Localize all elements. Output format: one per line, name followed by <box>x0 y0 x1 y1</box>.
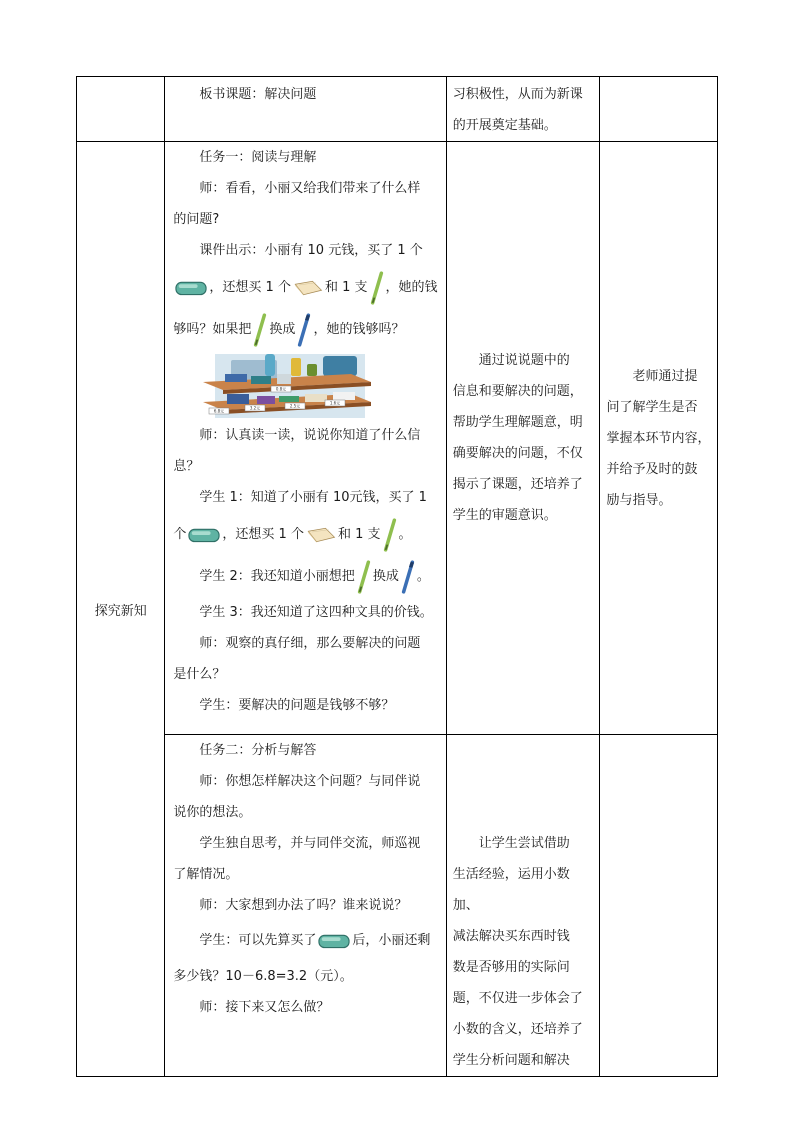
shelf-price-tag: 6.8元 <box>214 408 225 414</box>
task2-teacher-1b: 说你的想法。 <box>173 805 252 820</box>
cell-board-intent <box>446 77 600 142</box>
task1-intent-line-6: 学生的审题意识。 <box>452 508 557 523</box>
task1-eval-line-5: 励与指导。 <box>606 492 672 508</box>
task1-intent-line-3: 帮助学生理解题意，明 <box>452 415 583 430</box>
task1-teacher-3b: 是什么？ <box>173 667 226 682</box>
cell-stage-blank-top <box>77 77 165 142</box>
task1-student4: 学生：要解决的问题是钱够不够？ <box>199 698 395 713</box>
task2-intent-line-1: 让学生尝试借助 <box>478 836 570 851</box>
task1-student1-b3: 和 1 支 <box>337 527 381 542</box>
pencil-icon <box>357 559 371 595</box>
task2-teacher-1a: 师：你想怎样解决这个问题？与同伴说 <box>199 774 421 789</box>
pencil-icon <box>383 517 397 553</box>
lesson-plan-table <box>76 76 718 1077</box>
task1-slide-b1: ，还想买 1 个 <box>209 280 291 295</box>
task1-student1-b1: 个 <box>173 527 187 542</box>
task1-slide-a: 课件出示：小丽有 10 元钱，买了 1 个 <box>199 243 423 258</box>
task2-student-2a2: 后，小丽还剩 <box>352 933 431 948</box>
task1-slide-b2: 和 1 支 <box>324 280 368 295</box>
eraser-icon <box>188 526 220 544</box>
cell-board-title <box>165 77 446 142</box>
pen-icon <box>401 559 415 595</box>
board-intent-line-1: 习积极性，从而为新课 <box>452 87 583 102</box>
cell-task2-process <box>165 735 446 1077</box>
row-board-title <box>77 77 718 142</box>
cell-task1-process <box>165 142 446 735</box>
cell-task2-intent <box>446 735 600 1077</box>
task1-student2-1: 学生 2：我还知道小丽想把 <box>199 569 355 584</box>
task2-student-2a1: 学生：可以先算买了 <box>199 933 317 948</box>
task1-student2-3: 。 <box>416 569 430 584</box>
task1-teacher-1a: 师：看看，小丽又给我们带来了什么样 <box>199 181 421 196</box>
cell-stage-label <box>77 142 165 1077</box>
task1-student2-2: 换成 <box>372 569 399 584</box>
cell-task2-eval <box>600 735 718 1077</box>
task1-student3: 学生 3：我还知道了这四种文具的价钱。 <box>199 605 433 620</box>
task1-student2 <box>165 557 445 597</box>
cell-task1-eval <box>600 142 718 735</box>
task1-slide-c <box>165 310 445 350</box>
task1-eval-line-1: 老师通过提 <box>632 368 698 384</box>
task1-student1-b <box>165 513 445 557</box>
task1-slide-b3: ，她的钱 <box>385 280 438 295</box>
task1-slide-c3: ，她的钱够吗？ <box>313 322 405 337</box>
cell-task1-intent <box>446 142 600 735</box>
task2-intent-line-7: 学生分析问题和解决 <box>452 1053 570 1068</box>
task1-slide-b <box>165 266 445 310</box>
task1-title: 任务一：阅读与理解 <box>199 150 317 165</box>
task1-eval-line-2: 问了解学生是否 <box>606 399 698 415</box>
task2-student-2b: 多少钱？10－6.8=3.2（元）。 <box>173 969 353 984</box>
task1-eval-line-4: 并给予及时的鼓 <box>606 461 698 477</box>
task1-intent-line-5: 揭示了课题，还培养了 <box>452 477 583 492</box>
task2-intent-line-4: 数是否够用的实际问 <box>452 960 570 975</box>
task1-intent-line-4: 确要解决的问题，不仅 <box>452 446 583 461</box>
task2-intent-line-2: 生活经验，运用小数加、 <box>452 867 570 913</box>
pen-icon <box>297 312 311 348</box>
task2-teacher-2: 师：大家想到办法了吗？谁来说说？ <box>199 898 408 913</box>
task2-intent-line-5: 题，不仅进一步体会了 <box>452 991 583 1006</box>
shelf-price-tag: 2.5元 <box>290 403 301 409</box>
pencil-icon <box>253 312 267 348</box>
row-task-1 <box>77 142 718 735</box>
board-title-text: 板书课题：解决问题 <box>199 87 317 102</box>
task2-intent-line-3: 减法解决买东西时钱 <box>452 929 570 944</box>
shelf-price-tag: 3.2元 <box>250 405 261 411</box>
task1-slide-c1: 够吗？如果把 <box>173 322 252 337</box>
eraser-icon <box>175 279 207 297</box>
task1-student1-b2: ，还想买 1 个 <box>222 527 304 542</box>
task2-teacher-3: 师：接下来又怎么做？ <box>199 1000 330 1015</box>
task2-student-1b: 了解情况。 <box>173 867 239 882</box>
task1-teacher-1b: 的问题? <box>173 212 220 227</box>
task1-intent-line-2: 信息和要解决的问题， <box>452 384 583 399</box>
eraser-icon <box>318 932 350 950</box>
task2-intent-line-6: 小数的含义，还培养了 <box>452 1022 583 1037</box>
task1-student1-a: 学生 1：知道了小丽有 10元钱，买了 1 <box>199 490 427 505</box>
task1-eval-line-3: 掌握本环节内容， <box>606 430 711 446</box>
notebook-icon <box>293 279 323 297</box>
row-task-2 <box>77 735 718 1077</box>
task1-student1-b4: 。 <box>398 527 412 542</box>
board-intent-line-2: 的开展奠定基础。 <box>452 118 557 133</box>
pencil-icon <box>370 270 384 306</box>
stage-label: 探究新知 <box>94 603 147 619</box>
shelf-price-tag: 0.8元 <box>276 386 287 392</box>
task1-teacher-3a: 师：观察的真仔细，那么要解决的问题 <box>199 636 421 651</box>
task1-teacher-2a: 师：认真读一读，说说你知道了什么信 <box>199 428 421 443</box>
stationery-shelf-image <box>201 352 373 420</box>
task1-intent-line-1: 通过说说题中的 <box>478 353 570 368</box>
task1-teacher-2b: 息？ <box>173 459 200 474</box>
task2-student-2a <box>165 921 445 961</box>
task2-title: 任务二：分析与解答 <box>199 743 317 758</box>
task1-slide-c2: 换成 <box>269 322 296 337</box>
shelf-price-tag: 1.6元 <box>330 400 341 406</box>
notebook-icon <box>306 526 336 544</box>
cell-board-eval <box>600 77 718 142</box>
task2-student-1a: 学生独自思考，并与同伴交流，师巡视 <box>199 836 421 851</box>
